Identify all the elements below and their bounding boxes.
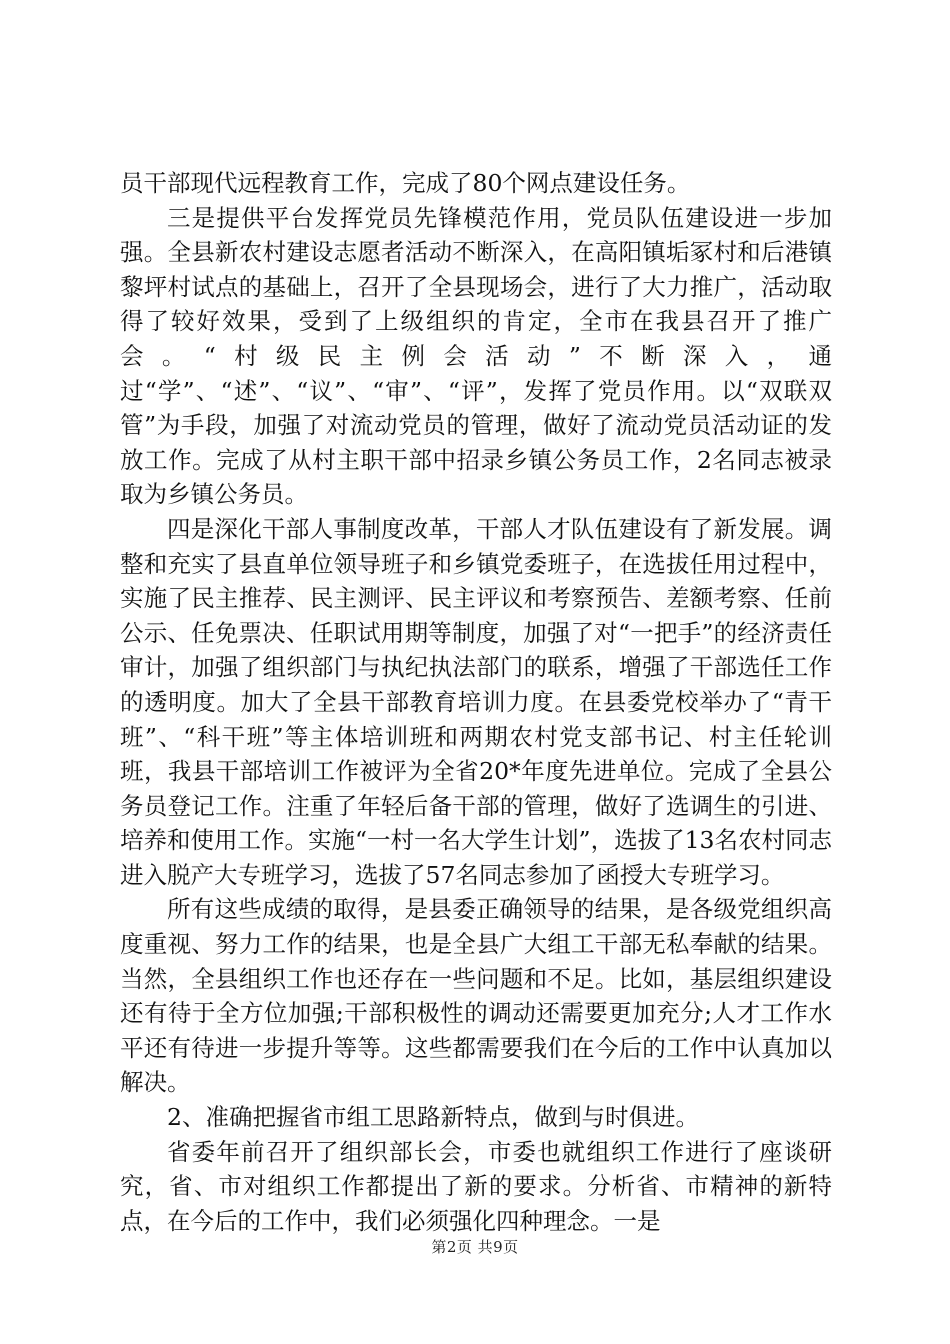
paragraph-6: 省委年前召开了组织部长会，市委也就组织工作进行了座谈研究，省、市对组织工作都提出了新的要求。分析省、市精神的新特点，在今后的工作中，我们必须强化四种理念。一是 <box>120 1137 832 1235</box>
paragraph-1: 员干部现代远程教育工作，完成了80个网点建设任务。 <box>120 169 691 197</box>
paragraph-4: 所有这些成绩的取得，是县委正确领导的结果，是各级党组织高度重视、努力工作的结果，也是全县广大组工干部无私奉献的结果。当然，全县组织工作也还存在一些问题和不足。比如，基层组织建设还有待于全方位加强;干部积极性的调动还需要更加充分;人才工作水平还有待进一步提升等等。这些都需要我们在今后的工作中认真加以解决。 <box>120 895 832 1097</box>
page-number-footer: 第2页 共9页 <box>431 1238 519 1256</box>
section-heading: 2、准确把握省市组工思路新特点，做到与时俱进。 <box>167 1103 699 1132</box>
document-body <box>120 166 832 1238</box>
paragraph-2: 三是提供平台发挥党员先锋模范作用，党员队伍建设进一步加强。全县新农村建设志愿者活动不断深入，在高阳镇垢冢村和后港镇黎坪村试点的基础上，召开了全县现场会，进行了大力推广，活动取得了较好效果，受到了上级组织的肯定，全市在我县召开了推广会。“村级民主例会活动”不断深入，通过“学”、“述”、“议”、“审”、“评”，发挥了党员作用。以“双联双管”为手段，加强了对流动党员的管理，做好了流动党员活动证的发放工作。完成了从村主职干部中招录乡镇公务员工作，2名同志被录取为乡镇公务员。 <box>120 203 832 509</box>
paragraph-3: 四是深化干部人事制度改革，干部人才队伍建设有了新发展。调整和充实了县直单位领导班子和乡镇党委班子，在选拔任用过程中，实施了民主推荐、民主测评、民主评议和考察预告、差额考察、任前公示、任免票决、任职试用期等制度，加强了对“一把手”的经济责任审计，加强了组织部门与执纪执法部门的联系，增强了干部选任工作的透明度。加大了全县干部教育培训力度。在县委党校举办了“青干班”、“科干班”等主体培训班和两期农村党支部书记、村主任轮训班，我县干部培训工作被评为全省20*年度先进单位。完成了全县公务员登记工作。注重了年轻后备干部的管理，做好了选调生的引进、培养和使用工作。实施“一村一名大学生计划”，选拔了13名农村同志进入脱产大专班学习，选拔了57名同志参加了函授大专班学习。 <box>120 514 832 889</box>
